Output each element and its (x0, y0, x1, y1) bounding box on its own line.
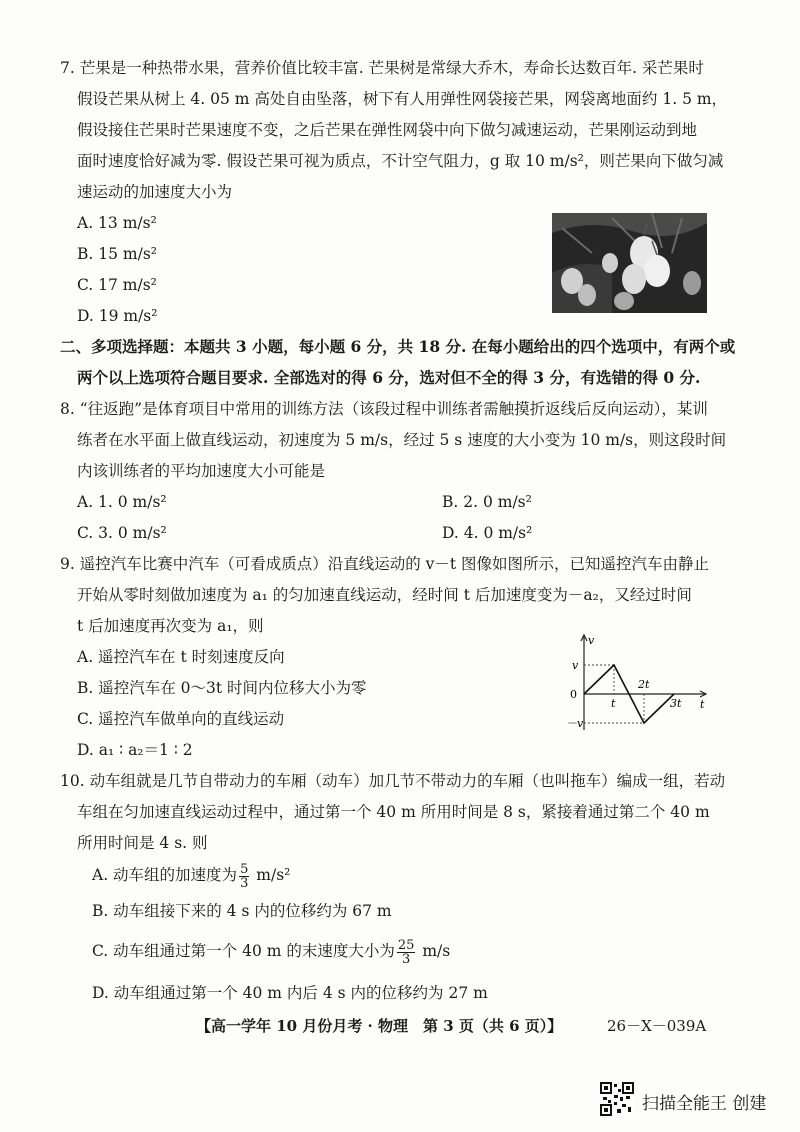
q10-option-c (92, 936, 450, 966)
q8-option-d: D. 4. 0 m/s² (442, 524, 533, 542)
q7-option-c: C. 17 m/s² (77, 276, 157, 294)
q8-line-2: 练者在水平面上做直线运动，初速度为 5 m/s，经过 5 s 速度的大小变为 10 m/s，则这段时间 (77, 431, 727, 449)
section2-line-2: 两个以上选项符合题目要求. 全部选对的得 6 分，选对但不全的得 3 分，有选错的得 0 分. (77, 368, 701, 387)
q7-option-a: A. 13 m/s² (77, 214, 157, 232)
q8-option-b: B. 2. 0 m/s² (442, 493, 532, 511)
q7-option-b: B. 15 m/s² (77, 245, 157, 263)
q9-option-a: A. 遥控汽车在 t 时刻速度反向 (77, 648, 285, 666)
q10-option-a-unit: m/s² (256, 866, 291, 884)
q10-line-2: 车组在匀加速直线运动过程中，通过第一个 40 m 所用时间是 8 s，紧接着通过第二个 40 m (77, 803, 710, 821)
q10-option-a (92, 860, 290, 890)
q8-option-c: C. 3. 0 m/s² (77, 524, 167, 542)
q7-line-1: 7. 芒果是一种热带水果，营养价值比较丰富. 芒果树是常绿大乔木，寿命长达数百年. 采芒果时 (60, 59, 704, 77)
mango-photo (552, 213, 707, 313)
q10-line-3: 所用时间是 4 s. 则 (77, 834, 208, 852)
q10-option-c-denominator: 3 (402, 951, 411, 967)
vt-x-label: t (700, 698, 705, 711)
q10-line-1: 10. 动车组就是几节自带动力的车厢（动车）加几节不带动力的车厢（也叫拖车）编成一组，若动 (60, 772, 726, 790)
q7-line-2: 假设芒果从树上 4. 05 m 高处自由坠落，树下有人用弹性网袋接芒果，网袋离地面约 1. 5 m， (77, 90, 728, 108)
q8-line-3: 内该训练者的平均加速度大小可能是 (77, 462, 326, 480)
mango-photo-drawing (552, 213, 707, 313)
q10-option-a-numerator: 5 (240, 861, 249, 877)
vt-graph-svg (566, 632, 710, 732)
vt-t3-label: 3t (670, 697, 682, 710)
q10-option-a-fraction (239, 863, 249, 890)
q10-option-d: D. 动车组通过第一个 40 m 内后 4 s 内的位移约为 27 m (92, 984, 488, 1002)
q7-option-d: D. 19 m/s² (77, 307, 158, 325)
q10-option-c-fraction (397, 939, 416, 966)
q10-option-b: B. 动车组接下来的 4 s 内的位移约为 67 m (92, 902, 392, 920)
q10-option-a-denominator: 3 (240, 875, 249, 891)
q7-line-3: 假设接住芒果时芒果速度不变，之后芒果在弹性网袋中向下做匀减速运动，芒果刚运动到地 (77, 121, 698, 139)
q10-option-c-numerator: 25 (397, 937, 415, 953)
vt-origin-label: 0 (570, 688, 577, 701)
q9-line-3: t 后加速度再次变为 a₁，则 (77, 617, 264, 635)
vt-negv-label: －v (566, 717, 584, 730)
q9-line-1: 9. 遥控汽车比赛中汽车（可看成质点）沿直线运动的 v－t 图像如图所示，已知遥控汽车由静止 (60, 555, 710, 573)
q9-option-b: B. 遥控汽车在 0～3t 时间内位移大小为零 (77, 679, 367, 697)
q10-option-c-text: C. 动车组通过第一个 40 m 的末速度大小为 (92, 942, 395, 960)
scanner-brand: 扫描全能王 创建 (642, 1094, 767, 1114)
vt-y-label: v (588, 634, 595, 647)
q9-line-2: 开始从零时刻做加速度为 a₁ 的匀加速直线运动，经时间 t 后加速度变为－a₂，又经过时间 (77, 586, 692, 604)
q10-option-c-unit: m/s (422, 942, 451, 960)
vt-t1-label: t (611, 697, 616, 710)
q8-option-a: A. 1. 0 m/s² (77, 493, 167, 511)
q9-option-d: D. a₁ ∶ a₂＝1 ∶ 2 (77, 741, 193, 759)
vt-graph (566, 632, 710, 732)
q8-line-1: 8. “往返跑”是体育项目中常用的训练方法（该段过程中训练者需触摸折返线后反向运动），某训 (60, 400, 708, 418)
q10-option-a-text: A. 动车组的加速度为 (92, 866, 238, 884)
exam-code: 26－X－039A (607, 1017, 707, 1035)
q9-option-c: C. 遥控汽车做单向的直线运动 (77, 710, 285, 728)
qr-code-icon (600, 1082, 634, 1116)
page-footer: 【高一学年 10 月份月考 · 物理 第 3 页（共 6 页）】 (196, 1017, 563, 1035)
vt-t2-label: 2t (638, 678, 650, 691)
q7-line-5: 速运动的加速度大小为 (77, 183, 233, 201)
section2-line-1: 二、多项选择题：本题共 3 小题，每小题 6 分，共 18 分. 在每小题给出的四个选项中，有两个或 (60, 337, 736, 356)
q7-line-4: 面时速度恰好减为零. 假设芒果可视为质点，不计空气阻力，g 取 10 m/s²，则芒果向下做匀减 (77, 152, 724, 170)
vt-v-label: v (572, 659, 579, 672)
